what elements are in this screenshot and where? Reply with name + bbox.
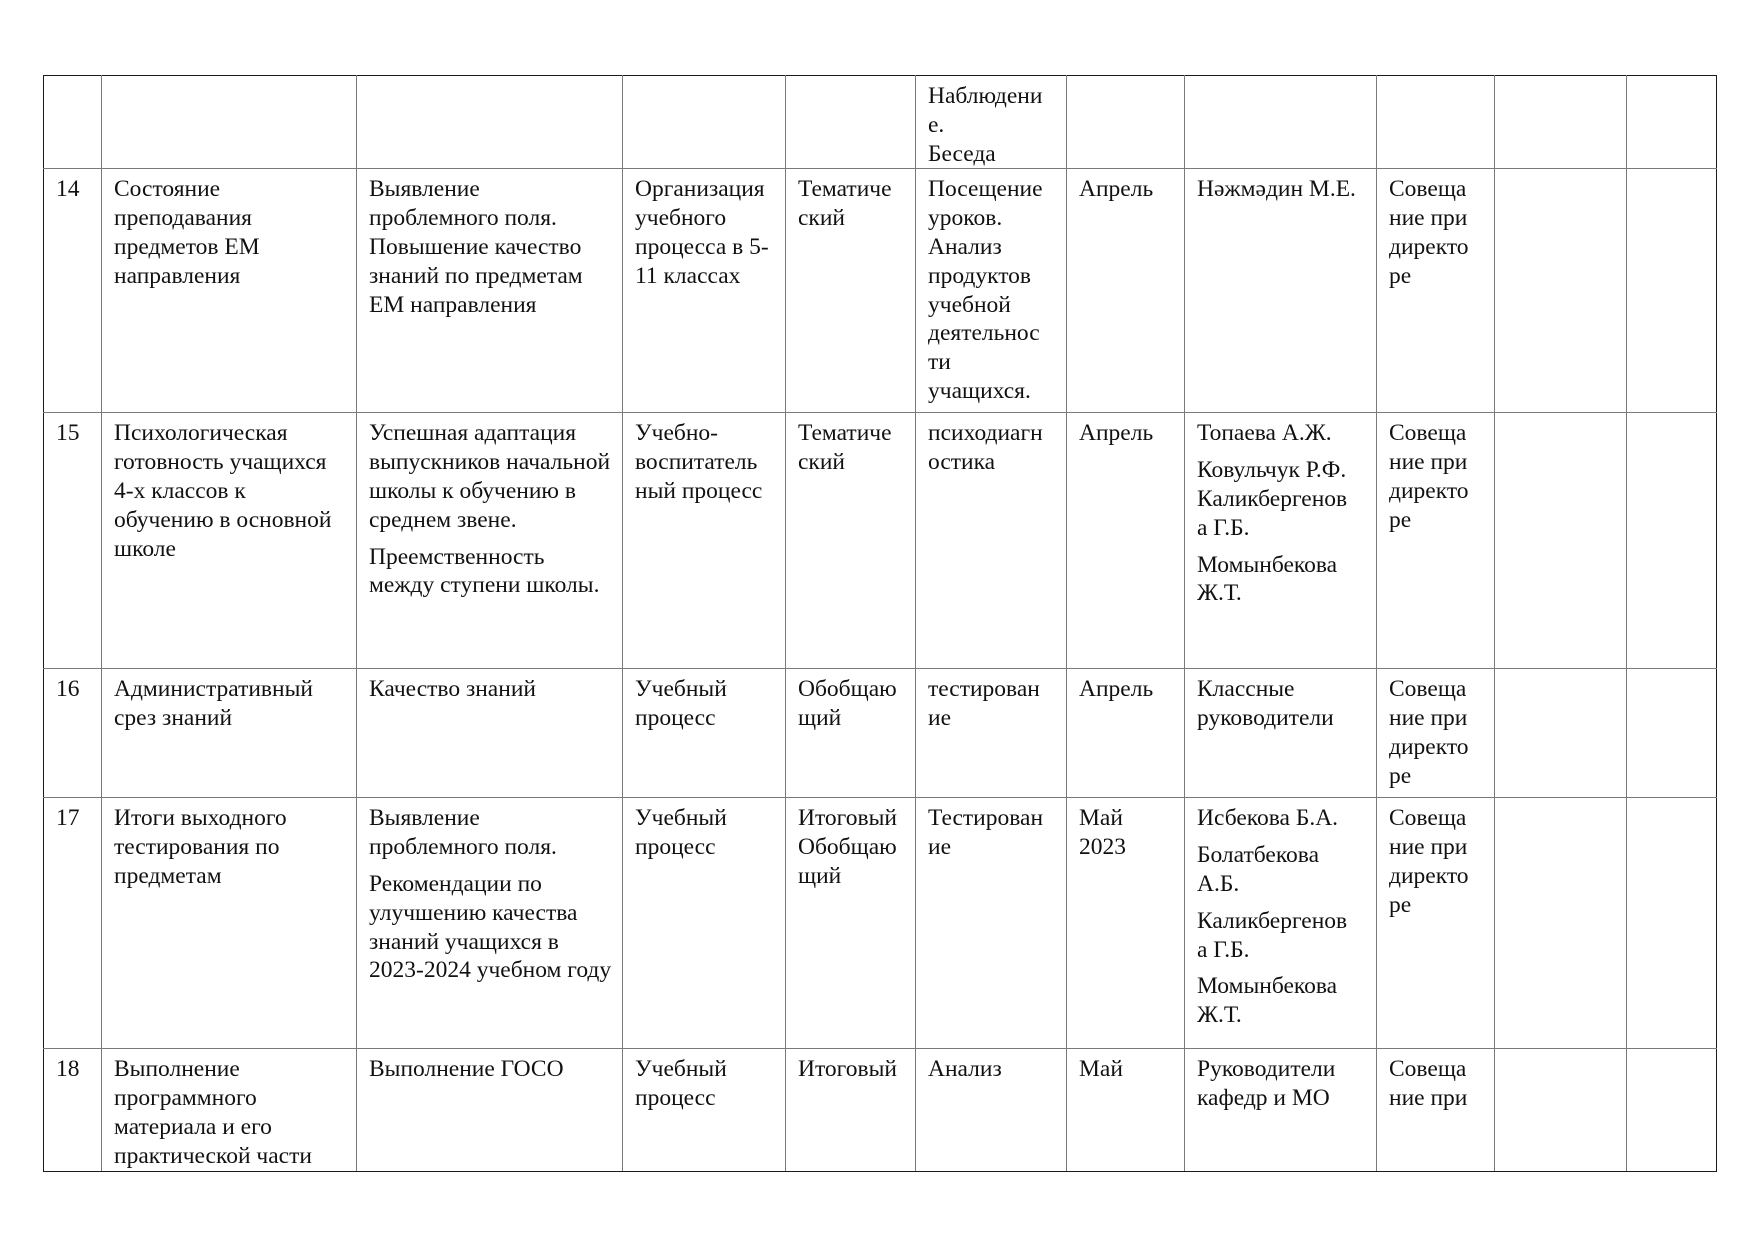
table-row	[44, 1049, 1717, 1171]
cell-responsible	[1185, 413, 1377, 669]
cell-value: Организация учебного процесса в 5-11 классах	[635, 176, 769, 289]
cell-control-type	[786, 169, 916, 413]
cell-term	[1067, 169, 1185, 413]
cell-responsible	[1185, 1049, 1377, 1171]
cell-paragraph: Руководители кафедр и МО	[1197, 1056, 1336, 1112]
table-row	[44, 669, 1717, 798]
cell-responsible	[1185, 669, 1377, 798]
cell-paragraph: Классные руководители	[1197, 676, 1334, 732]
cell-topic	[102, 1049, 357, 1171]
cell-empty	[1627, 798, 1717, 1049]
cell-number	[44, 669, 102, 798]
cell-value: Совеща ние при директо ре	[1389, 420, 1469, 533]
cell-paragraph: психодиагн остика	[928, 420, 1043, 476]
cell-responsible	[1185, 76, 1377, 169]
cell-number	[44, 413, 102, 669]
cell-value: Тематиче ский	[798, 420, 892, 476]
cell-topic	[102, 798, 357, 1049]
cell-object	[623, 669, 786, 798]
cell-empty	[1627, 1049, 1717, 1171]
cell-number	[44, 76, 102, 169]
cell-value: Учебный процесс	[635, 805, 727, 861]
cell-value: 17	[56, 805, 80, 832]
cell-value: 18	[56, 1056, 80, 1083]
cell-paragraph: Преемственность между ступени школы.	[369, 543, 600, 599]
cell-value: Апрель	[1079, 420, 1154, 447]
cell-result	[1377, 76, 1495, 169]
table-row	[44, 798, 1717, 1049]
cell-paragraph: Наблюдени е. Беседа	[928, 83, 1043, 167]
cell-value: Административный срез знаний	[114, 676, 313, 732]
cell-method	[916, 169, 1067, 413]
cell-result	[1377, 1049, 1495, 1171]
cell-object	[623, 1049, 786, 1171]
cell-paragraph: Рекомендации по улучшению качества знаний учащихся в 2023-2024 учебном году	[369, 870, 612, 984]
cell-number	[44, 169, 102, 413]
cell-topic	[102, 413, 357, 669]
cell-paragraph: Выполнение ГОСО	[369, 1056, 564, 1083]
cell-empty	[1495, 169, 1627, 413]
cell-object	[623, 76, 786, 169]
cell-value: Тематиче ский	[798, 176, 892, 232]
cell-value: Выполнение программного материала и его практической части	[114, 1056, 312, 1169]
cell-value: Состояние преподавания предметов ЕМ направления	[114, 176, 260, 289]
cell-object	[623, 798, 786, 1049]
cell-responsible	[1185, 169, 1377, 413]
cell-term	[1067, 76, 1185, 169]
cell-paragraph: Посещение уроков. Анализ продуктов учебной деятельнос ти учащихся.	[928, 176, 1043, 404]
cell-term	[1067, 669, 1185, 798]
cell-control-type	[786, 413, 916, 669]
cell-paragraph: Выявление проблемного поля.	[369, 805, 557, 861]
cell-empty	[1495, 669, 1627, 798]
cell-goal	[357, 169, 623, 413]
cell-control-type	[786, 1049, 916, 1171]
cell-paragraph: Выявление проблемного поля. Повышение качество знаний по предметам ЕМ направления	[369, 176, 583, 318]
cell-value: Итоговый	[798, 1056, 897, 1083]
cell-empty	[1627, 169, 1717, 413]
cell-number	[44, 798, 102, 1049]
table-body	[44, 76, 1717, 1172]
cell-goal	[357, 798, 623, 1049]
table-row	[44, 169, 1717, 413]
cell-paragraph: Исбекова Б.А.	[1197, 805, 1339, 832]
cell-paragraph: Успешная адаптация выпускников начальной школы к обучению в среднем звене.	[369, 420, 611, 533]
cell-value: 14	[56, 176, 80, 203]
cell-value: Психологическая готовность учащихся 4-х классов к обучению в основной школе	[114, 420, 332, 562]
cell-paragraph: Ковульчук Р.Ф. Каликбергенов а Г.Б.	[1197, 457, 1348, 541]
cell-control-type	[786, 669, 916, 798]
cell-value: Итоговый Обобщаю щий	[798, 805, 897, 889]
cell-value: Совеща ние при	[1389, 1056, 1468, 1112]
cell-value: Апрель	[1079, 676, 1154, 703]
cell-value: Совеща ние при директо ре	[1389, 176, 1469, 289]
table-row	[44, 76, 1717, 169]
cell-paragraph: Анализ	[928, 1056, 1002, 1083]
table-row	[44, 413, 1717, 669]
cell-method	[916, 798, 1067, 1049]
cell-control-type	[786, 798, 916, 1049]
cell-result	[1377, 798, 1495, 1049]
cell-method	[916, 413, 1067, 669]
cell-paragraph: Момынбекова Ж.Т.	[1197, 973, 1338, 1029]
cell-term	[1067, 1049, 1185, 1171]
cell-goal	[357, 1049, 623, 1171]
cell-paragraph: Болатбекова А.Б.	[1197, 842, 1320, 897]
cell-value: Совеща ние при директо ре	[1389, 805, 1469, 918]
cell-topic	[102, 76, 357, 169]
cell-empty	[1495, 1049, 1627, 1171]
cell-control-type	[786, 76, 916, 169]
cell-goal	[357, 76, 623, 169]
cell-value: Учебно- воспитатель ный процесс	[635, 420, 763, 504]
cell-paragraph: Топаева А.Ж.	[1197, 420, 1332, 447]
cell-value: Апрель	[1079, 176, 1154, 203]
cell-method	[916, 669, 1067, 798]
cell-empty	[1627, 76, 1717, 169]
cell-value: Совеща ние при директо ре	[1389, 676, 1469, 789]
cell-object	[623, 169, 786, 413]
cell-responsible	[1185, 798, 1377, 1049]
cell-value: Май	[1079, 1056, 1123, 1083]
cell-paragraph: Качество знаний	[369, 676, 536, 703]
cell-method	[916, 1049, 1067, 1171]
cell-term	[1067, 413, 1185, 669]
cell-goal	[357, 413, 623, 669]
cell-method	[916, 76, 1067, 169]
cell-value: Учебный процесс	[635, 676, 727, 732]
cell-value: 15	[56, 420, 80, 447]
cell-value: Обобщаю щий	[798, 676, 897, 732]
cell-empty	[1495, 413, 1627, 669]
cell-value: 16	[56, 676, 80, 703]
cell-paragraph: Нәжмәдин М.Е.	[1197, 176, 1356, 203]
cell-paragraph: Тестирован ие	[928, 805, 1044, 861]
cell-paragraph: тестирован ие	[928, 676, 1040, 732]
cell-paragraph: Момынбекова Ж.Т.	[1197, 551, 1338, 607]
cell-topic	[102, 669, 357, 798]
cell-object	[623, 413, 786, 669]
cell-value: Итоги выходного тестирования по предметам	[114, 805, 287, 889]
cell-empty	[1495, 76, 1627, 169]
cell-topic	[102, 169, 357, 413]
cell-paragraph: Каликбергенов а Г.Б.	[1197, 907, 1348, 963]
cell-goal	[357, 669, 623, 798]
cell-value: Май 2023	[1079, 805, 1126, 861]
cell-term	[1067, 798, 1185, 1049]
cell-empty	[1627, 413, 1717, 669]
cell-number	[44, 1049, 102, 1171]
cell-result	[1377, 669, 1495, 798]
cell-empty	[1495, 798, 1627, 1049]
control-plan-table	[43, 75, 1717, 1172]
cell-result	[1377, 169, 1495, 413]
cell-value: Учебный процесс	[635, 1056, 727, 1112]
cell-empty	[1627, 669, 1717, 798]
cell-result	[1377, 413, 1495, 669]
